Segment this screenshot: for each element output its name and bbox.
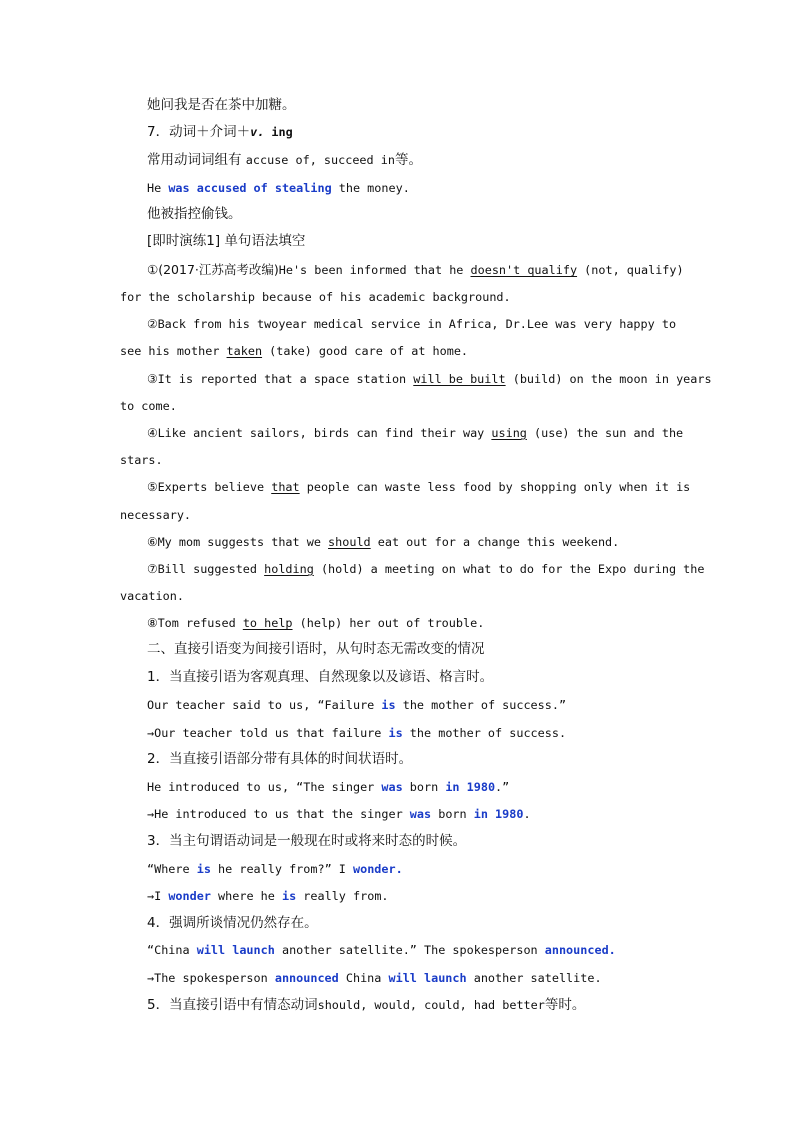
- text: (use) the sun and the: [526, 426, 684, 440]
- text: to come.: [120, 399, 177, 413]
- text: ⑧Tom refused: [147, 616, 243, 630]
- example-sentence: [147, 179, 410, 197]
- text: another satellite.” The spokesperson: [274, 943, 545, 957]
- exercise-heading: [147, 232, 305, 250]
- text: ing: [264, 125, 293, 139]
- text: born: [402, 780, 446, 794]
- text: He's been informed that he: [278, 263, 471, 277]
- text: 二、直接引语变为间接引语时，从句时态无需改变的情况: [147, 641, 485, 657]
- rule-heading: [147, 914, 318, 932]
- keyword: will launch: [388, 971, 467, 985]
- text: 等。: [394, 152, 422, 168]
- text: →Our teacher told us that failure: [147, 726, 389, 740]
- answer: using: [491, 426, 527, 440]
- answer: holding: [264, 562, 314, 576]
- text: the money.: [331, 181, 410, 195]
- text: 3．当主句谓语动词是一般现在时或将来时态的时候。: [147, 833, 467, 849]
- exercise-item-4: [147, 424, 683, 442]
- example-direct: [147, 941, 616, 959]
- text: (help) her out of trouble.: [292, 616, 485, 630]
- example-direct: [147, 860, 403, 878]
- text: 常用动词词组有: [147, 152, 246, 168]
- example-direct: [147, 778, 509, 796]
- rule-heading: [147, 123, 293, 141]
- text: 5．当直接引语中有情态动词: [147, 997, 318, 1013]
- exercise-item-3: [147, 370, 712, 388]
- text: (hold) a meeting on what to do for the Expo during the: [313, 562, 705, 576]
- keyword: will launch: [196, 943, 275, 957]
- answer: that: [271, 480, 300, 494]
- text: really from.: [296, 889, 389, 903]
- example-indirect: [147, 805, 531, 823]
- text: 2．当直接引语部分带有具体的时间状语时。: [147, 751, 413, 767]
- text: see his mother: [120, 344, 227, 358]
- exercise-item-4-cont: [120, 451, 163, 469]
- example-translation: [147, 205, 242, 223]
- text: →I: [147, 889, 169, 903]
- text: He: [147, 181, 169, 195]
- text: →He introduced to us that the singer: [147, 807, 410, 821]
- text: ⑥My mom suggests that we: [147, 535, 329, 549]
- text: 7．动词＋介词＋: [147, 124, 251, 140]
- text: necessary.: [120, 508, 192, 522]
- rule-description: [147, 151, 422, 169]
- answer: doesn't qualify: [470, 263, 578, 277]
- text: where he: [210, 889, 282, 903]
- text: (take) good care of at home.: [262, 344, 469, 358]
- keyword: is: [281, 889, 297, 903]
- answer: will be built: [413, 372, 506, 386]
- text: born: [431, 807, 474, 821]
- text: Our teacher said to us, “Failure: [147, 698, 382, 712]
- keyword: announced: [274, 971, 339, 985]
- answer: taken: [226, 344, 263, 358]
- exercise-item-3-cont: [120, 397, 177, 415]
- text: vacation.: [120, 589, 184, 603]
- text: 等时。: [544, 997, 586, 1013]
- text: ②Back from his twoyear medical service in Africa, Dr.Lee was very happy to: [147, 317, 677, 331]
- rule-heading: [147, 996, 585, 1014]
- text: ①(2017·江苏高考改编): [147, 262, 279, 277]
- text: 她问我是否在茶中加糖。: [147, 97, 296, 113]
- keyword: is: [196, 862, 211, 876]
- example-indirect: [147, 724, 566, 742]
- text: people can waste less food by shopping only when it is: [299, 480, 691, 494]
- exercise-item-8: [147, 614, 484, 632]
- text: He introduced to us, “The singer: [147, 780, 382, 794]
- text: he really from?” I: [210, 862, 353, 876]
- exercise-item-7-cont: [120, 587, 184, 605]
- text: the mother of success.”: [395, 698, 567, 712]
- exercise-item-2-cont: [120, 342, 468, 360]
- rule-heading: [147, 750, 412, 768]
- exercise-item-6: [147, 533, 619, 551]
- keyword: was: [409, 807, 432, 821]
- exercise-item-5-cont: [120, 506, 191, 524]
- exercise-item-5: [147, 478, 690, 496]
- exercise-item-7: [147, 560, 704, 578]
- answer: to help: [242, 616, 293, 630]
- text: eat out for a change this weekend.: [370, 535, 620, 549]
- keyword: in 1980: [445, 780, 496, 794]
- example-indirect: [147, 887, 389, 905]
- exercise-item-1-cont: [120, 288, 511, 306]
- text: →The spokesperson: [147, 971, 275, 985]
- example-translation: [147, 96, 296, 114]
- exercise-item-1: [147, 261, 684, 279]
- text: (build) on the moon in years: [505, 372, 712, 386]
- exercise-item-2: [147, 315, 676, 333]
- keyword: is: [381, 698, 396, 712]
- text: [即时演练1] 单句语法填空: [147, 233, 306, 249]
- text: the mother of success.: [402, 726, 567, 740]
- text: .: [523, 807, 531, 821]
- text: v.: [250, 125, 265, 139]
- rule-heading: [147, 832, 466, 850]
- text: 4．强调所谈情况仍然存在。: [147, 915, 318, 931]
- keyword: is: [388, 726, 403, 740]
- text: ③It is reported that a space station: [147, 372, 414, 386]
- text: ⑦Bill suggested: [147, 562, 265, 576]
- keyword: wonder: [168, 889, 211, 903]
- example-direct: [147, 696, 566, 714]
- keyword: wonder.: [352, 862, 403, 876]
- keyword: announced.: [544, 943, 616, 957]
- text: ⑤Experts believe: [147, 480, 272, 494]
- text: China: [338, 971, 389, 985]
- example-indirect: [147, 969, 602, 987]
- answer: should: [328, 535, 371, 549]
- text: 他被指控偷钱。: [147, 206, 242, 222]
- text: (not, qualify): [577, 263, 684, 277]
- keyword: in 1980: [473, 807, 524, 821]
- text: another satellite.: [466, 971, 602, 985]
- text: for the scholarship because of his academic background.: [120, 290, 511, 304]
- text: “Where: [147, 862, 197, 876]
- keyword: was: [381, 780, 403, 794]
- text: accuse of, succeed in: [245, 153, 395, 167]
- rule-heading: [147, 668, 493, 686]
- text: should, would, could, had better: [317, 998, 545, 1012]
- text: stars.: [120, 453, 163, 467]
- text: “China: [147, 943, 197, 957]
- text: .”: [495, 780, 510, 794]
- section-heading: [147, 640, 485, 658]
- text: 1．当直接引语为客观真理、自然现象以及谚语、格言时。: [147, 669, 494, 685]
- text: ④Like ancient sailors, birds can find their way: [147, 426, 492, 440]
- keyword: was accused of stealing: [168, 181, 332, 195]
